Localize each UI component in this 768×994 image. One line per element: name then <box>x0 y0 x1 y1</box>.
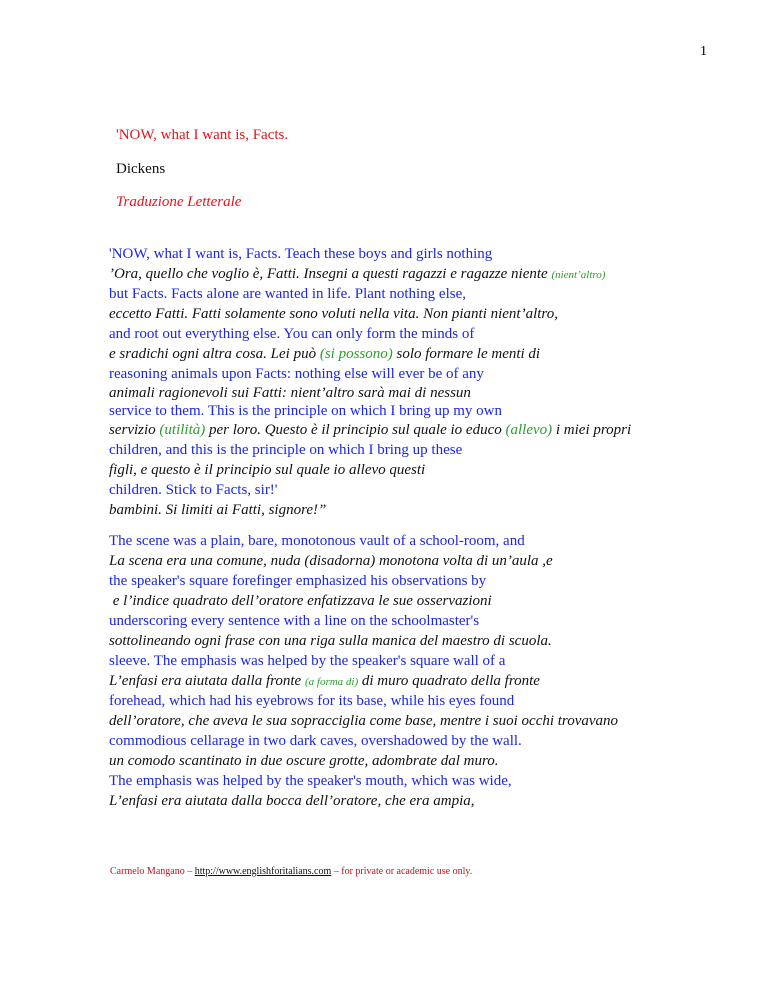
translation-note: (a forma di) <box>304 676 359 688</box>
english-line: The emphasis was helped by the speaker's mouth, which was wide, <box>109 773 512 789</box>
english-line: service to them. This is the principle on which I bring up my own <box>109 403 502 419</box>
english-line: children, and this is the principle on which I bring up these <box>109 442 463 458</box>
italian-line: La scena era una comune, nuda (disadorna) monotona volta di un’aula ,e <box>109 553 553 569</box>
italian-line: e sradichi ogni altra cosa. Lei può (si possono) solo formare le menti di <box>109 346 541 362</box>
paragraph-2 <box>109 531 749 811</box>
translation-note: (utilità) <box>159 422 206 438</box>
paragraph-1 <box>109 244 749 520</box>
english-line: 'NOW, what I want is, Facts. Teach these boys and girls nothing <box>109 246 493 262</box>
italian-line: un comodo scantinato in due oscure grotte, adombrate dal muro. <box>109 753 499 769</box>
english-line: children. Stick to Facts, sir!' <box>109 482 278 498</box>
italian-line: figli, e questo è il principio sul quale io allevo questi <box>109 462 426 478</box>
italian-line: e l’indice quadrato dell’oratore enfatizzava le sue osservazioni <box>109 593 492 609</box>
italian-line: bambini. Si limiti ai Fatti, signore!” <box>109 502 327 518</box>
english-line: forehead, which had his eyebrows for its base, while his eyes found <box>109 693 515 709</box>
english-line: underscoring every sentence with a line on the schoolmaster's <box>109 613 480 629</box>
english-line: sleeve. The emphasis was helped by the speaker's square wall of a <box>109 653 506 669</box>
italian-line: ’Ora, quello che voglio è, Fatti. Insegni a questi ragazzi e ragazze niente (nient’altro) <box>109 266 606 282</box>
english-line: commodious cellarage in two dark caves, overshadowed by the wall. <box>109 733 522 749</box>
english-line: but Facts. Facts alone are wanted in life. Plant nothing else, <box>109 286 466 302</box>
italian-line: sottolineando ogni frase con una riga sulla manica del maestro di scuola. <box>109 633 552 649</box>
italian-line: L’enfasi era aiutata dalla fronte (a forma di) di muro quadrato della fronte <box>109 673 540 689</box>
document-subtitle: Traduzione Letterale <box>116 194 242 210</box>
italian-line: servizio (utilità) per loro. Questo è il principio sul quale io educo (allevo) i miei propri <box>109 422 632 438</box>
english-line: the speaker's square forefinger emphasized his observations by <box>109 573 487 589</box>
footer: Carmelo Mangano – http://www.englishforitalians.com – for private or academic use only. <box>110 866 473 877</box>
page-number: 1 <box>700 44 707 59</box>
author-name: Dickens <box>116 161 166 177</box>
english-line: The scene was a plain, bare, monotonous vault of a school-room, and <box>109 533 525 549</box>
translation-note: (si possono) <box>319 346 393 362</box>
translation-note: (allevo) <box>505 422 553 438</box>
italian-line: L’enfasi era aiutata dalla bocca dell’oratore, che era ampia, <box>109 793 475 809</box>
document-title: 'NOW, what I want is, Facts. <box>116 127 289 143</box>
italian-line: animali ragionevoli sui Fatti: nient’altro sarà mai di nessun <box>109 385 471 401</box>
italian-line: eccetto Fatti. Fatti solamente sono voluti nella vita. Non pianti nient’altro, <box>109 306 558 322</box>
website-link[interactable]: http://www.englishforitalians.com <box>194 866 332 877</box>
english-line: reasoning animals upon Facts: nothing else will ever be of any <box>109 366 484 382</box>
english-line: and root out everything else. You can only form the minds of <box>109 326 475 342</box>
italian-line: dell’oratore, che aveva le sua sopracciglia come base, mentre i suoi occhi trovavano <box>109 713 619 729</box>
translation-note: (nient’altro) <box>551 269 606 281</box>
